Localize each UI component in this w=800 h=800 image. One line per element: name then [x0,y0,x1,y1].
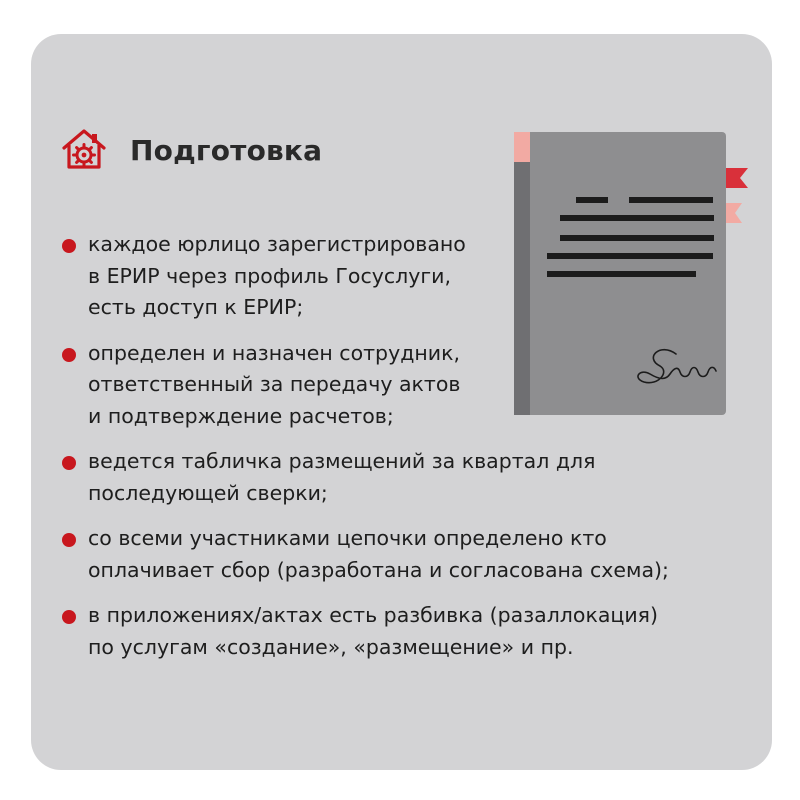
list-item-text: по услугам «создание», «размещение» и пр. [88,634,574,659]
list-item-text: в ЕРИР через профиль Госуслуги, [88,263,451,288]
signed-document-book-icon [510,128,750,418]
page-title: Подготовка [130,133,323,167]
list-item-text: каждое юрлицо зарегистрировано [88,232,466,256]
bullet-dot [62,239,76,253]
list-item-text: со всеми участниками цепочки определено кто [88,526,607,550]
list-item-text: ответственный за передачу актов [88,372,461,396]
bullet-dot [62,610,76,624]
list-item-text: последующей сверки; [88,480,328,505]
spine-tab [514,132,530,162]
list-item [62,600,669,663]
list-item [62,523,669,586]
home-gear-icon [60,126,108,174]
list-item-text: в приложениях/актах есть разбивка (разаллокация) [88,603,658,627]
list-item-text: ведется табличка размещений за квартал для [88,449,596,473]
bullet-dot [62,533,76,547]
section-header [60,126,322,174]
list-item-text: и подтверждение расчетов; [88,403,394,428]
list-item-text: определен и назначен сотрудник, [88,340,461,365]
bullet-dot [62,348,76,362]
list-item-text: оплачивает сбор (разработана и согласована схема); [88,557,669,582]
list-item [62,446,669,509]
book-spine [514,132,530,415]
bullet-dot [62,456,76,470]
list-item-text: есть доступ к ЕРИР; [88,295,304,319]
